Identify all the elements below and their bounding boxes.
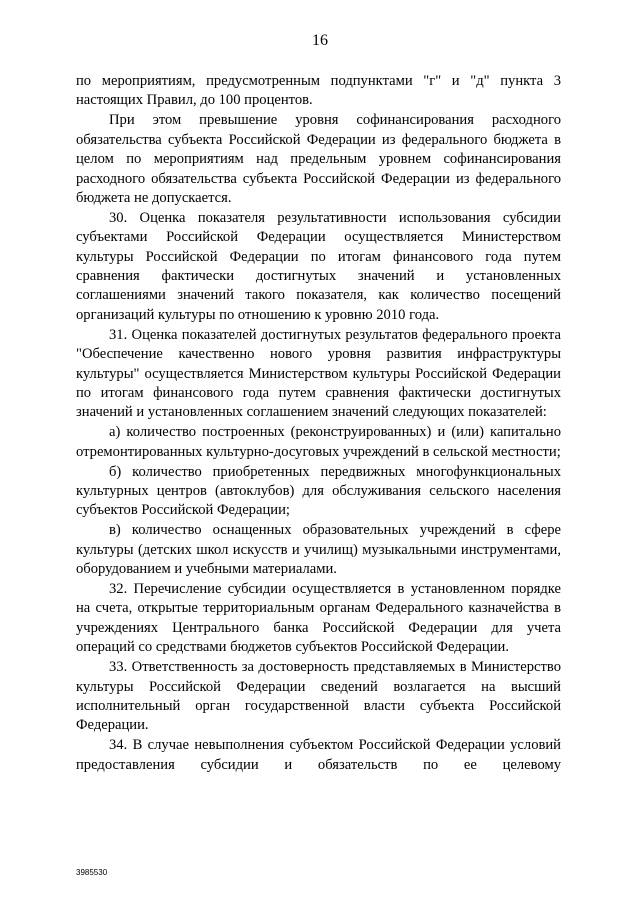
paragraph-34: 34. В случае невыполнения субъектом Российской Федерации условий предоставления субсидии и обязательств по ее целевому xyxy=(76,737,561,773)
paragraph-continuation: по мероприятиям, предусмотренным подпунктами "г" и "д" пункта 3 настоящих Правил, до 100 процентов. xyxy=(76,73,561,109)
document-body xyxy=(76,72,561,776)
paragraph-30: 30. Оценка показателя результативности использования субсидии субъектами Российской Федерации осуществляется Министерством культуры Российской Федерации по итогам финансового года путем сравнения фактически достигнутых значений и установленных соглашениями значений такого показателя, как количество посещений организаций культуры по отношению к уровню 2010 года. xyxy=(76,209,561,323)
paragraph-33: 33. Ответственность за достоверность представляемых в Министерство культуры Российской Федерации сведений возлагается на высший исполнительный орган государственной власти субъекта Российской Федерации. xyxy=(76,659,561,734)
page-number: 16 xyxy=(312,32,328,49)
paragraph-31-v: в) количество оснащенных образовательных учреждений в сфере культуры (детских школ искусств и училищ) музыкальными инструментами, оборудованием и учебными материалами. xyxy=(76,522,561,578)
paragraph-31-b: б) количество приобретенных передвижных многофункциональных культурных центров (автоклубов) для обслуживания сельского населения субъектов Российской Федерации; xyxy=(76,463,561,519)
paragraph-31: 31. Оценка показателей достигнутых результатов федерального проекта "Обеспечение качественно нового уровня развития инфраструктуры культуры" осуществляется Министерством культуры Российской Федерации по итогам финансового года путем сравнения фактически достигнутых значений и установленных соглашением значений следующих показателей: xyxy=(76,326,561,421)
document-code: 3985530 xyxy=(76,868,108,877)
paragraph-31-a: а) количество построенных (реконструированных) и (или) капитально отремонтированных культурно-досуговых учреждений в сельской местности; xyxy=(76,424,561,460)
paragraph-32: 32. Перечисление субсидии осуществляется в установленном порядке на счета, открытые территориальным органам Федерального казначейства в учреждениях Центрального банка Российской Федерации для учета операций со средствами бюджетов субъектов Российской Федерации. xyxy=(76,581,561,656)
paragraph-cofinancing-limit: При этом превышение уровня софинансирования расходного обязательства субъекта Российской Федерации из федерального бюджета в целом по мероприятиям над предельным уровнем софинансирования расходного обязательства субъекта Российской Федерации из федерального бюджета не допускается. xyxy=(76,112,561,206)
